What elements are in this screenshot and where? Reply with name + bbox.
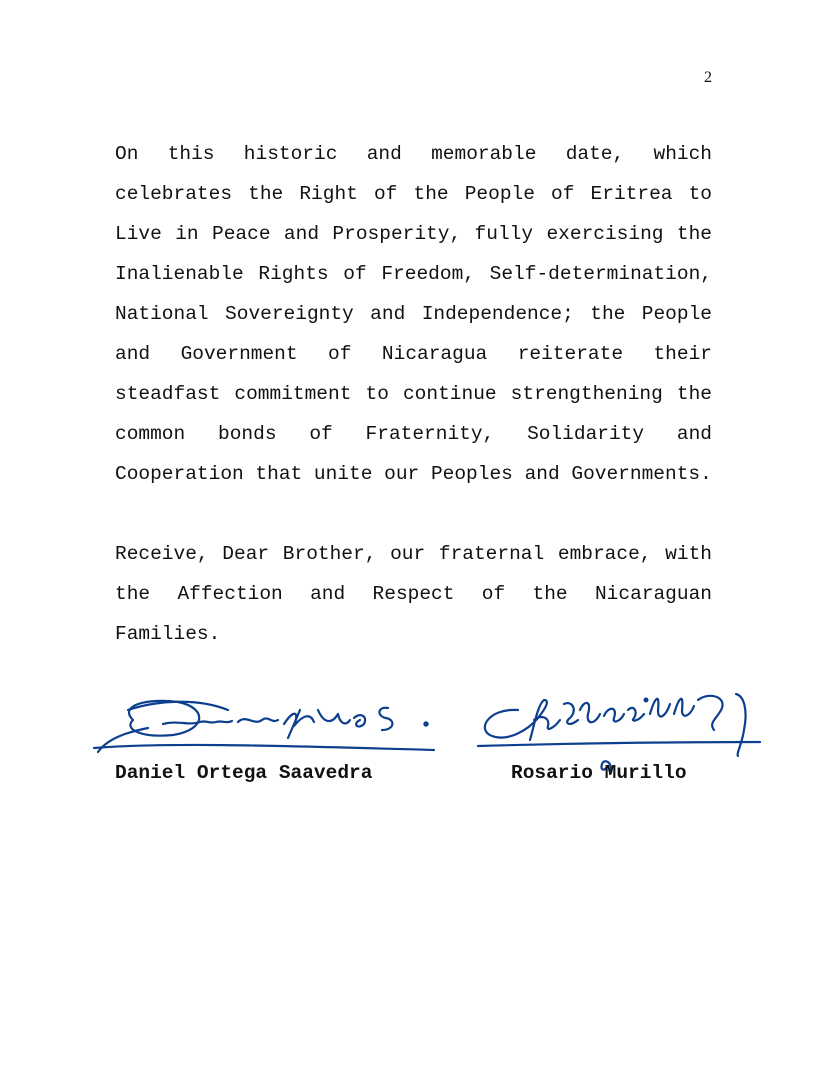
- letter-paragraph-commitment: On this historic and memorable date, which celebrates the Right of the People of Eritrea to Live in Peace and Prosperity, fully exercising the Inalienable Rights of Freedom, Self-determination, National Sovereignty and Independence; the People and Government of Nicaragua reiterate their steadfast commitment to continue strengthening the common bonds of Fraternity, Solidarity and Cooperation that unite our Peoples and Governments.: [115, 143, 712, 485]
- signatory-name-ortega: Daniel Ortega Saavedra: [115, 762, 373, 784]
- signatory-name-murillo: Rosario Murillo: [511, 762, 687, 784]
- signature-ortega: [88, 680, 443, 760]
- page-number: 2: [704, 69, 712, 86]
- letter-paragraph-closing: Receive, Dear Brother, our fraternal embrace, with the Affection and Respect of the Nicaraguan Families.: [115, 543, 712, 645]
